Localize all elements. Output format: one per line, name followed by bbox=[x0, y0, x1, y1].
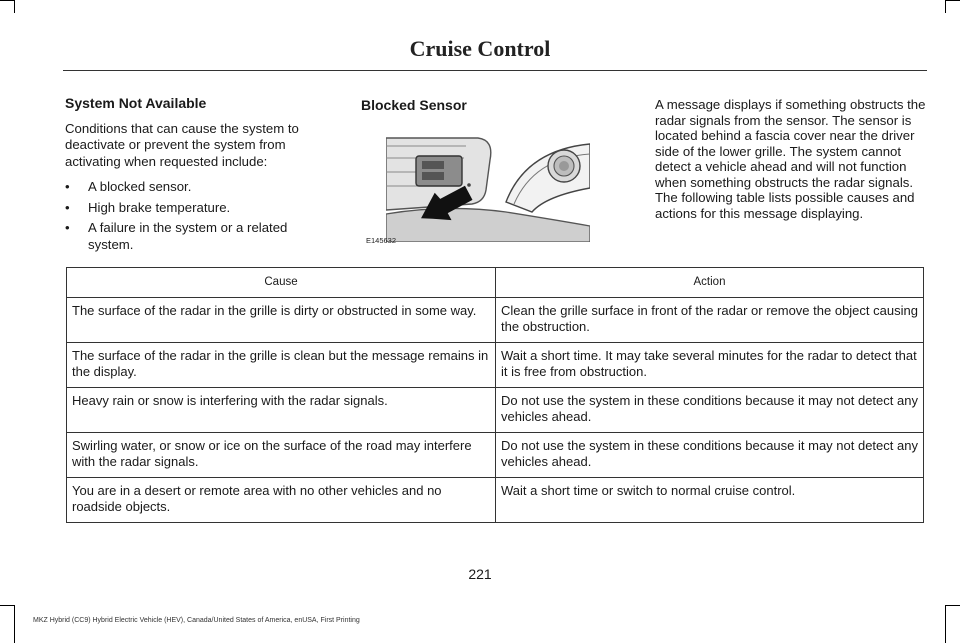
table-row bbox=[67, 388, 924, 433]
table-row bbox=[67, 298, 924, 343]
crop-mark bbox=[945, 605, 946, 643]
section-heading: Blocked Sensor bbox=[361, 97, 467, 113]
column-header-action: Action bbox=[496, 268, 924, 298]
crop-mark bbox=[946, 0, 960, 1]
cause-cell: The surface of the radar in the grille is dirty or obstructed in some way. bbox=[67, 298, 496, 343]
list-item: • High brake temperature. bbox=[65, 200, 325, 217]
action-cell: Wait a short time. It may take several minutes for the radar to detect that it is free from obstruction. bbox=[496, 343, 924, 388]
table-row bbox=[67, 478, 924, 523]
action-cell: Clean the grille surface in front of the radar or remove the object causing the obstruction. bbox=[496, 298, 924, 343]
table-row bbox=[67, 343, 924, 388]
crop-mark bbox=[14, 605, 15, 643]
cause-action-table bbox=[66, 267, 924, 523]
cause-cell: You are in a desert or remote area with no other vehicles and no roadside objects. bbox=[67, 478, 496, 523]
table-row bbox=[67, 433, 924, 478]
crop-mark bbox=[946, 605, 960, 606]
page-number: 221 bbox=[468, 566, 492, 582]
system-not-available-section bbox=[65, 95, 325, 257]
column-header-cause: Cause bbox=[67, 268, 496, 298]
page-title: Cruise Control bbox=[409, 36, 551, 61]
crop-mark bbox=[0, 605, 14, 606]
footer-text: MKZ Hybrid (CC9) Hybrid Electric Vehicle (HEV), Canada/United States of America, enUSA, First Printing bbox=[33, 617, 360, 624]
crop-mark bbox=[0, 0, 14, 1]
blocked-sensor-description: A message displays if something obstructs the radar signals from the sensor. The sensor is located behind a fascia cover near the driver side of the lower grille. The system cannot detect a vehicle ahead and will not function when something obstructs the radar signals. The following table lists possible causes and actions for this message displaying. bbox=[655, 97, 926, 221]
action-cell: Do not use the system in these conditions because it may not detect any vehicles ahead. bbox=[496, 433, 924, 478]
section-heading: System Not Available bbox=[65, 95, 207, 111]
header-rule bbox=[63, 70, 927, 71]
cause-cell: The surface of the radar in the grille is clean but the message remains in the display. bbox=[67, 343, 496, 388]
crop-mark bbox=[945, 0, 946, 13]
action-cell: Do not use the system in these conditions because it may not detect any vehicles ahead. bbox=[496, 388, 924, 433]
crop-mark bbox=[14, 0, 15, 13]
table-header-row bbox=[67, 268, 924, 298]
condition-list bbox=[65, 179, 325, 253]
cause-cell: Swirling water, or snow or ice on the surface of the road may interfere with the radar signals. bbox=[67, 433, 496, 478]
list-item: • A failure in the system or a related system. bbox=[65, 220, 325, 253]
section-intro: Conditions that can cause the system to deactivate or prevent the system from activating when requested include: bbox=[65, 120, 299, 169]
action-cell: Wait a short time or switch to normal cruise control. bbox=[496, 478, 924, 523]
list-item: • A blocked sensor. bbox=[65, 179, 325, 196]
cause-cell: Heavy rain or snow is interfering with the radar signals. bbox=[67, 388, 496, 433]
figure-id: E145632 bbox=[366, 236, 397, 245]
radar-sensor-illustration bbox=[386, 130, 590, 242]
